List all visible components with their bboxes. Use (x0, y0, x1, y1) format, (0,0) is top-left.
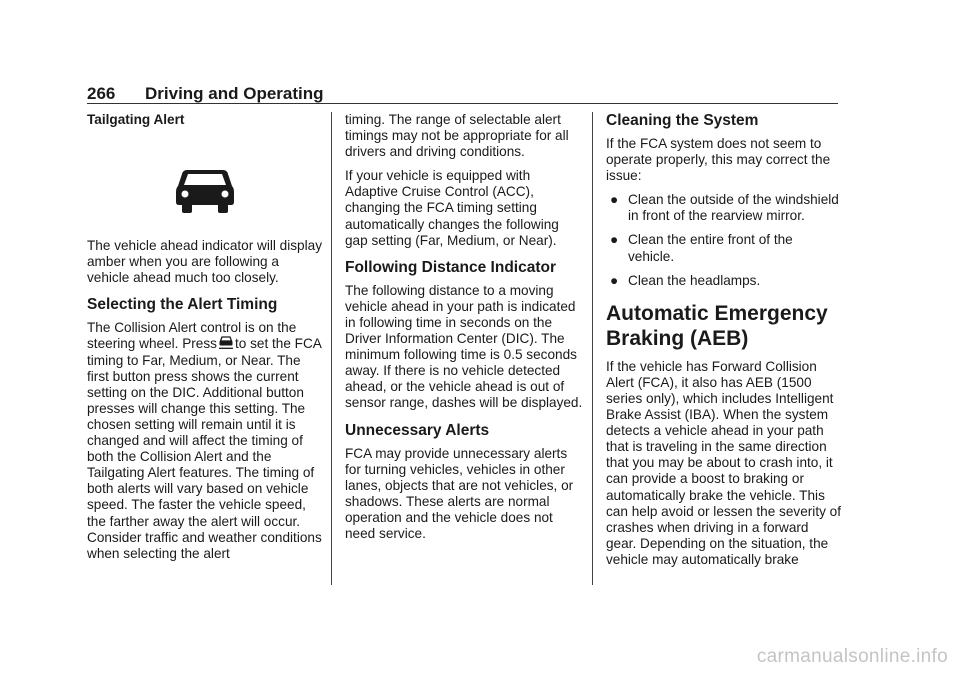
section-heading: Unnecessary Alerts (345, 421, 490, 439)
text-span: The Collision Alert control is on the steering wheel. Press (87, 320, 297, 352)
column-2 (345, 112, 585, 550)
page-header (87, 84, 324, 104)
paragraph: The vehicle ahead indicator will display amber when you are following a vehicle ahead much too closely. (87, 238, 322, 286)
page-number: 266 (87, 84, 116, 103)
section-heading: Following Distance Indicator (345, 258, 556, 276)
list-item-text: Clean the outside of the windshield in front of the rearview mirror. (628, 192, 839, 224)
major-heading: Automatic Emergency Braking (AEB) (606, 301, 828, 350)
list-item-text: Clean the entire front of the vehicle. (628, 232, 793, 264)
watermark: carmanualsonline.info (756, 646, 948, 667)
list-item (606, 192, 842, 224)
vehicle-ahead-icon (175, 168, 235, 214)
paragraph (87, 320, 323, 561)
section-heading: Cleaning the System (606, 112, 759, 129)
section-title: Driving and Operating (145, 84, 324, 103)
paragraph: The following distance to a moving vehicle ahead in your path is indicated in following time in seconds on the Driver Information Center (DIC). The minimum following time is 0.5 seconds away. If there is no vehicle detected ahead, or the vehicle ahead is out of sensor range, dashes will be displayed. (345, 282, 583, 411)
list-item (606, 273, 842, 289)
list-item (606, 232, 842, 264)
list-item-text: Clean the headlamps. (628, 272, 761, 288)
header-rule (87, 103, 838, 104)
bullet-icon: ● (610, 272, 619, 288)
paragraph: If your vehicle is equipped with Adaptive Cruise Control (ACC), changing the FCA timing setting automatically changes the following gap setting (Far, Medium, or Near). (345, 168, 559, 248)
paragraph: FCA may provide unnecessary alerts for turning vehicles, vehicles in other lanes, objects that are not vehicles, or shadows. These alerts are normal operation and the vehicle does not need service. (345, 445, 574, 541)
bullet-icon: ● (610, 192, 619, 208)
tailgating-alert-label: Tailgating Alert (87, 112, 185, 127)
bullet-list (606, 192, 842, 288)
text-span: to set the FCA timing to Far, Medium, or Near. The first button press shows the current setting on the DIC. Additional button presses will change this setting. The chosen setting will remain until it is changed and will affect the timing of both the Collision Alert and the Tailgating Alert features. The timing of both alerts will vary based on vehicle speed. The faster the vehicle speed, the farther away the alert will occur. Consider traffic and weather conditions when selecting the alert (87, 336, 322, 561)
column-3 (606, 112, 842, 576)
column-divider (331, 112, 332, 585)
paragraph: If the vehicle has Forward Collision Alert (FCA), it also has AEB (1500 series only), which includes Intelligent Brake Assist (IBA). When the system detects a vehicle ahead in your path that is traveling in the same direction that you may be about to crash into, it can provide a boost to braking or automatically brake the vehicle. This can help avoid or lessen the severity of crashes when driving in a forward gear. Depending on the situation, the vehicle may automatically brake (606, 358, 842, 567)
paragraph: timing. The range of selectable alert timings may not be appropriate for all drivers and driving conditions. (345, 112, 569, 160)
paragraph: If the FCA system does not seem to operate properly, this may correct the issue: (606, 136, 831, 184)
bullet-icon: ● (610, 232, 619, 248)
collision-alert-timing-icon (218, 336, 234, 350)
section-heading: Selecting the Alert Timing (87, 296, 278, 314)
column-divider (592, 112, 593, 585)
column-1 (87, 112, 323, 570)
